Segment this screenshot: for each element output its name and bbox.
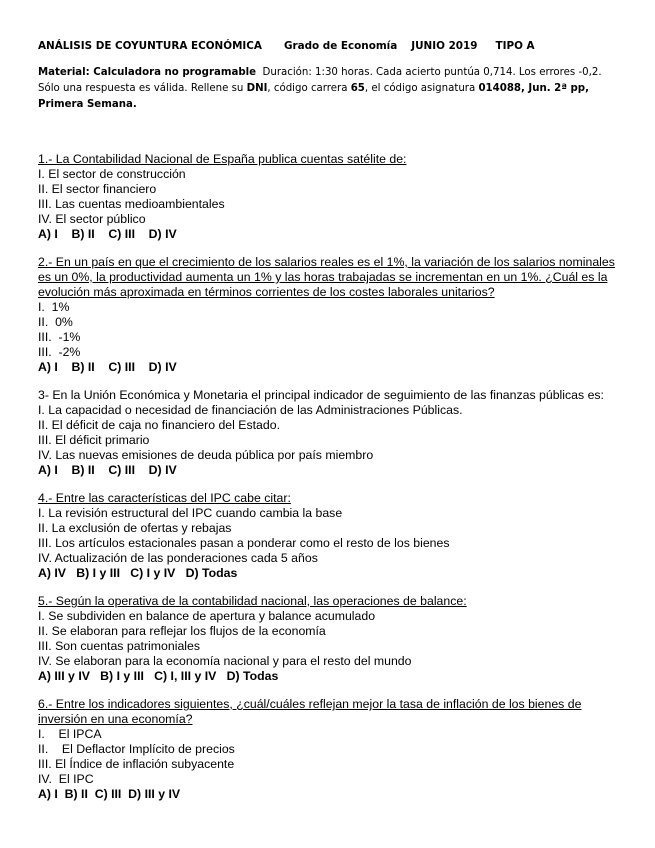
duration-text: Duración: 1:30 horas. Cada acierto puntúa 0,714. Los errores -0,2. [262,67,602,78]
option-item: III. Los artículos estacionales pasan a ponderar como el resto de los bienes [38,536,450,550]
answer-choices: A) I B) II C) III D) IV [38,360,177,374]
option-item: IV. Las nuevas emisiones de deuda pública por país miembro [38,448,374,462]
dni-label: DNI [246,83,268,94]
option-item: I. La revisión estructural del IPC cuando cambia la base [38,506,343,520]
option-item: II. El Deflactor Implícito de precios [38,742,235,756]
question-1 [38,152,616,242]
subject-code: 014088, Jun. 2ª pp, [478,83,589,94]
exam-instructions [38,65,616,113]
option-item: I. Se subdividen en balance de apertura y balance acumulado [38,609,376,623]
question-6 [38,697,616,802]
career-code: 65 [350,83,365,94]
question-text: 5.- Según la operativa de la contabilidad nacional, las operaciones de balance: [38,594,467,608]
option-item: III. -1% [38,330,81,344]
instructions-line2-mid: , código carrera [267,83,351,94]
question-2 [38,255,616,375]
option-item: I. La capacidad o necesidad de financiación de las Administraciones Públicas. [38,403,463,417]
degree-label: Grado de Economía [283,40,398,52]
instructions-line2-mid2: , el código asignatura [364,83,479,94]
material-label: Material: Calculadora no programable [38,67,257,78]
option-item: I. 1% [38,300,70,314]
answer-choices: A) III y IV B) I y III C) I, III y IV D) Todas [38,669,279,683]
exam-type: TIPO A [495,40,535,52]
week-label: Primera Semana. [38,99,137,110]
option-item: III. El déficit primario [38,433,150,447]
option-item: II. El sector financiero [38,182,157,196]
option-item: II. 0% [38,315,73,329]
answer-choices: A) I B) II C) III D) IV [38,227,177,241]
question-5 [38,594,616,684]
question-3 [38,388,616,478]
option-item: IV. Se elaboran para la economía nacional y para el resto del mundo [38,654,412,668]
option-item: II. La exclusión de ofertas y rebajas [38,521,232,535]
option-item: III. Son cuentas patrimoniales [38,639,200,653]
answer-choices: A) I B) II C) III D) IV [38,463,177,477]
exam-page [38,40,616,802]
exam-session: JUNIO 2019 [411,40,478,52]
question-text: 1.- La Contabilidad Nacional de España publica cuentas satélite de: [38,152,407,166]
option-item: III. Las cuentas medioambientales [38,197,225,211]
option-item: II. Se elaboran para reflejar los flujos de la economía [38,624,326,638]
question-text: 2.- En un país en que el crecimiento de los salarios reales es el 1%, la variación de los salarios nominales es un 0%, la productividad aumenta un 1% y las horas trabajadas se incrementan en un 1%. ¿Cuál es la evolución más aproximada en términos corrientes de los costes laborales unitarios? [38,255,615,299]
option-item: II. El déficit de caja no financiero del Estado. [38,418,280,432]
option-item: III. El Índice de inflación subyacente [38,757,235,771]
instructions-line2-start: Sólo una respuesta es válida. Rellene su [38,83,247,94]
option-item: I. El IPCA [38,727,102,741]
option-item: IV. El IPC [38,772,94,786]
course-title: ANÁLISIS DE COYUNTURA ECONÓMICA [38,40,262,52]
question-4 [38,491,616,581]
question-text: 4.- Entre las características del IPC cabe citar: [38,491,291,505]
option-item: IV. El sector público [38,212,146,226]
exam-header [38,40,616,56]
option-item: III. -2% [38,345,81,359]
answer-choices: A) I B) II C) III D) III y IV [38,787,181,801]
option-item: I. El sector de construcción [38,167,186,181]
answer-choices: A) IV B) I y III C) I y IV D) Todas [38,566,238,580]
question-text: 3- En la Unión Económica y Monetaria el principal indicador de seguimiento de las finanzas públicas es: [38,388,604,402]
question-text: 6.- Entre los indicadores siguientes, ¿cuál/cuáles reflejan mejor la tasa de inflación de los bienes de inversión en una economía? [38,697,582,726]
option-item: IV. Actualización de las ponderaciones cada 5 años [38,551,318,565]
